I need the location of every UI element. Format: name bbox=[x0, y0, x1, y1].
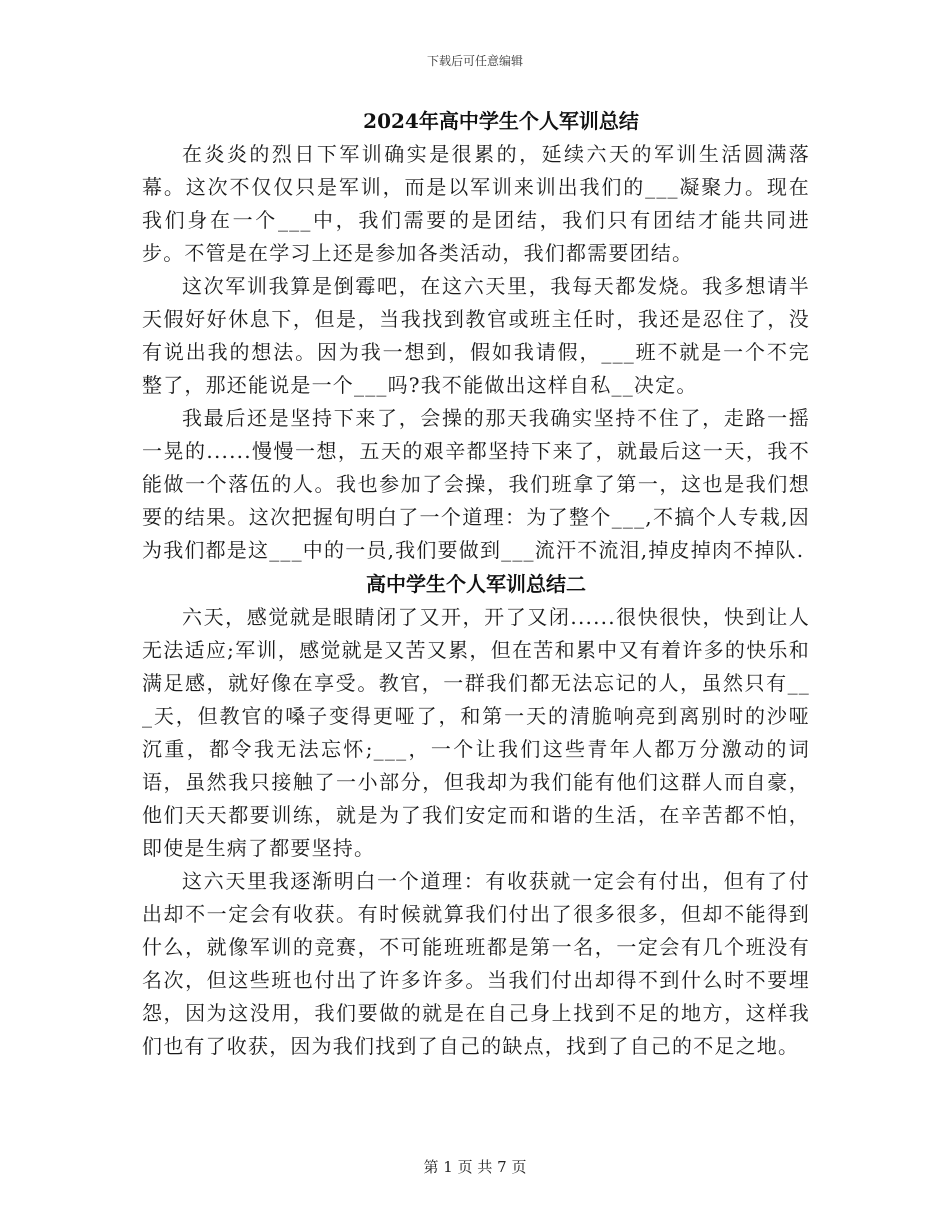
paragraph: 我最后还是坚持下来了，会操的那天我确实坚持不住了，走路一摇一晃的......慢慢一想，五天的艰辛都坚持下来了，就最后这一天，我不能做一个落伍的人。我也参加了会操，我们班拿了第一，这也是我们想要的结果。这次把握旬明白了一个道理：为了整个___,不搞个人专栽,因为我们都是这___中的一员,我们要做到___流汗不流泪,掉皮掉肉不掉队. bbox=[142, 406, 810, 562]
page-number: 第 1 页 共 7 页 bbox=[423, 1158, 527, 1176]
document-title: 2024年高中学生个人军训总结 bbox=[363, 109, 639, 133]
document-body bbox=[142, 104, 810, 1063]
paragraph: 这次军训我算是倒霉吧，在这六天里，我每天都发烧。我多想请半天假好好休息下，但是，当我找到教官或班主任时，我还是忍住了，没有说出我的想法。因为我一想到，假如我请假，___班不就是一个不完整了，那还能说是一个___吗?我不能做出这样自私__决定。 bbox=[142, 274, 810, 397]
paragraph: 这六天里我逐渐明白一个道理：有收获就一定会有付出，但有了付出却不一定会有收获。有时候就算我们付出了很多很多，但却不能得到什么，就像军训的竞赛，不可能班班都是第一名，一定会有几个班没有名次，但这些班也付出了许多许多。当我们付出却得不到什么时不要埋怨，因为这没用，我们要做的就是在自己身上找到不足的地方，这样我们也有了收获，因为我们找到了自己的缺点，找到了自己的不足之地。 bbox=[142, 869, 810, 1058]
header-note: 下载后可任意编辑 bbox=[426, 54, 523, 68]
paragraph: 六天，感觉就是眼睛闭了又开，开了又闭......很快很快，快到让人无法适应;军训，感觉就是又苦又累，但在苦和累中又有着许多的快乐和满足感，就好像在享受。教官，一群我们都无法忘记的人，虽然只有___天，但教官的嗓子变得更哑了，和第一天的清脆响亮到离别时的沙哑沉重，都令我无法忘怀;___，一个让我们这些青年人都万分激动的词语，虽然我只接触了一小部分，但我却为我们能有他们这群人而自豪，他们天天都要训练，就是为了我们安定而和谐的生活，在辛苦都不怕，即使是生病了都要坚持。 bbox=[142, 605, 810, 860]
paragraph: 在炎炎的烈日下军训确实是很累的，延续六天的军训生活圆满落幕。这次不仅仅只是军训，而是以军训来训出我们的___凝聚力。现在我们身在一个___中，我们需要的是团结，我们只有团结才能共同进步。不管是在学习上还是参加各类活动，我们都需要团结。 bbox=[142, 142, 810, 265]
section-title: 高中学生个人军训总结二 bbox=[366, 572, 586, 596]
